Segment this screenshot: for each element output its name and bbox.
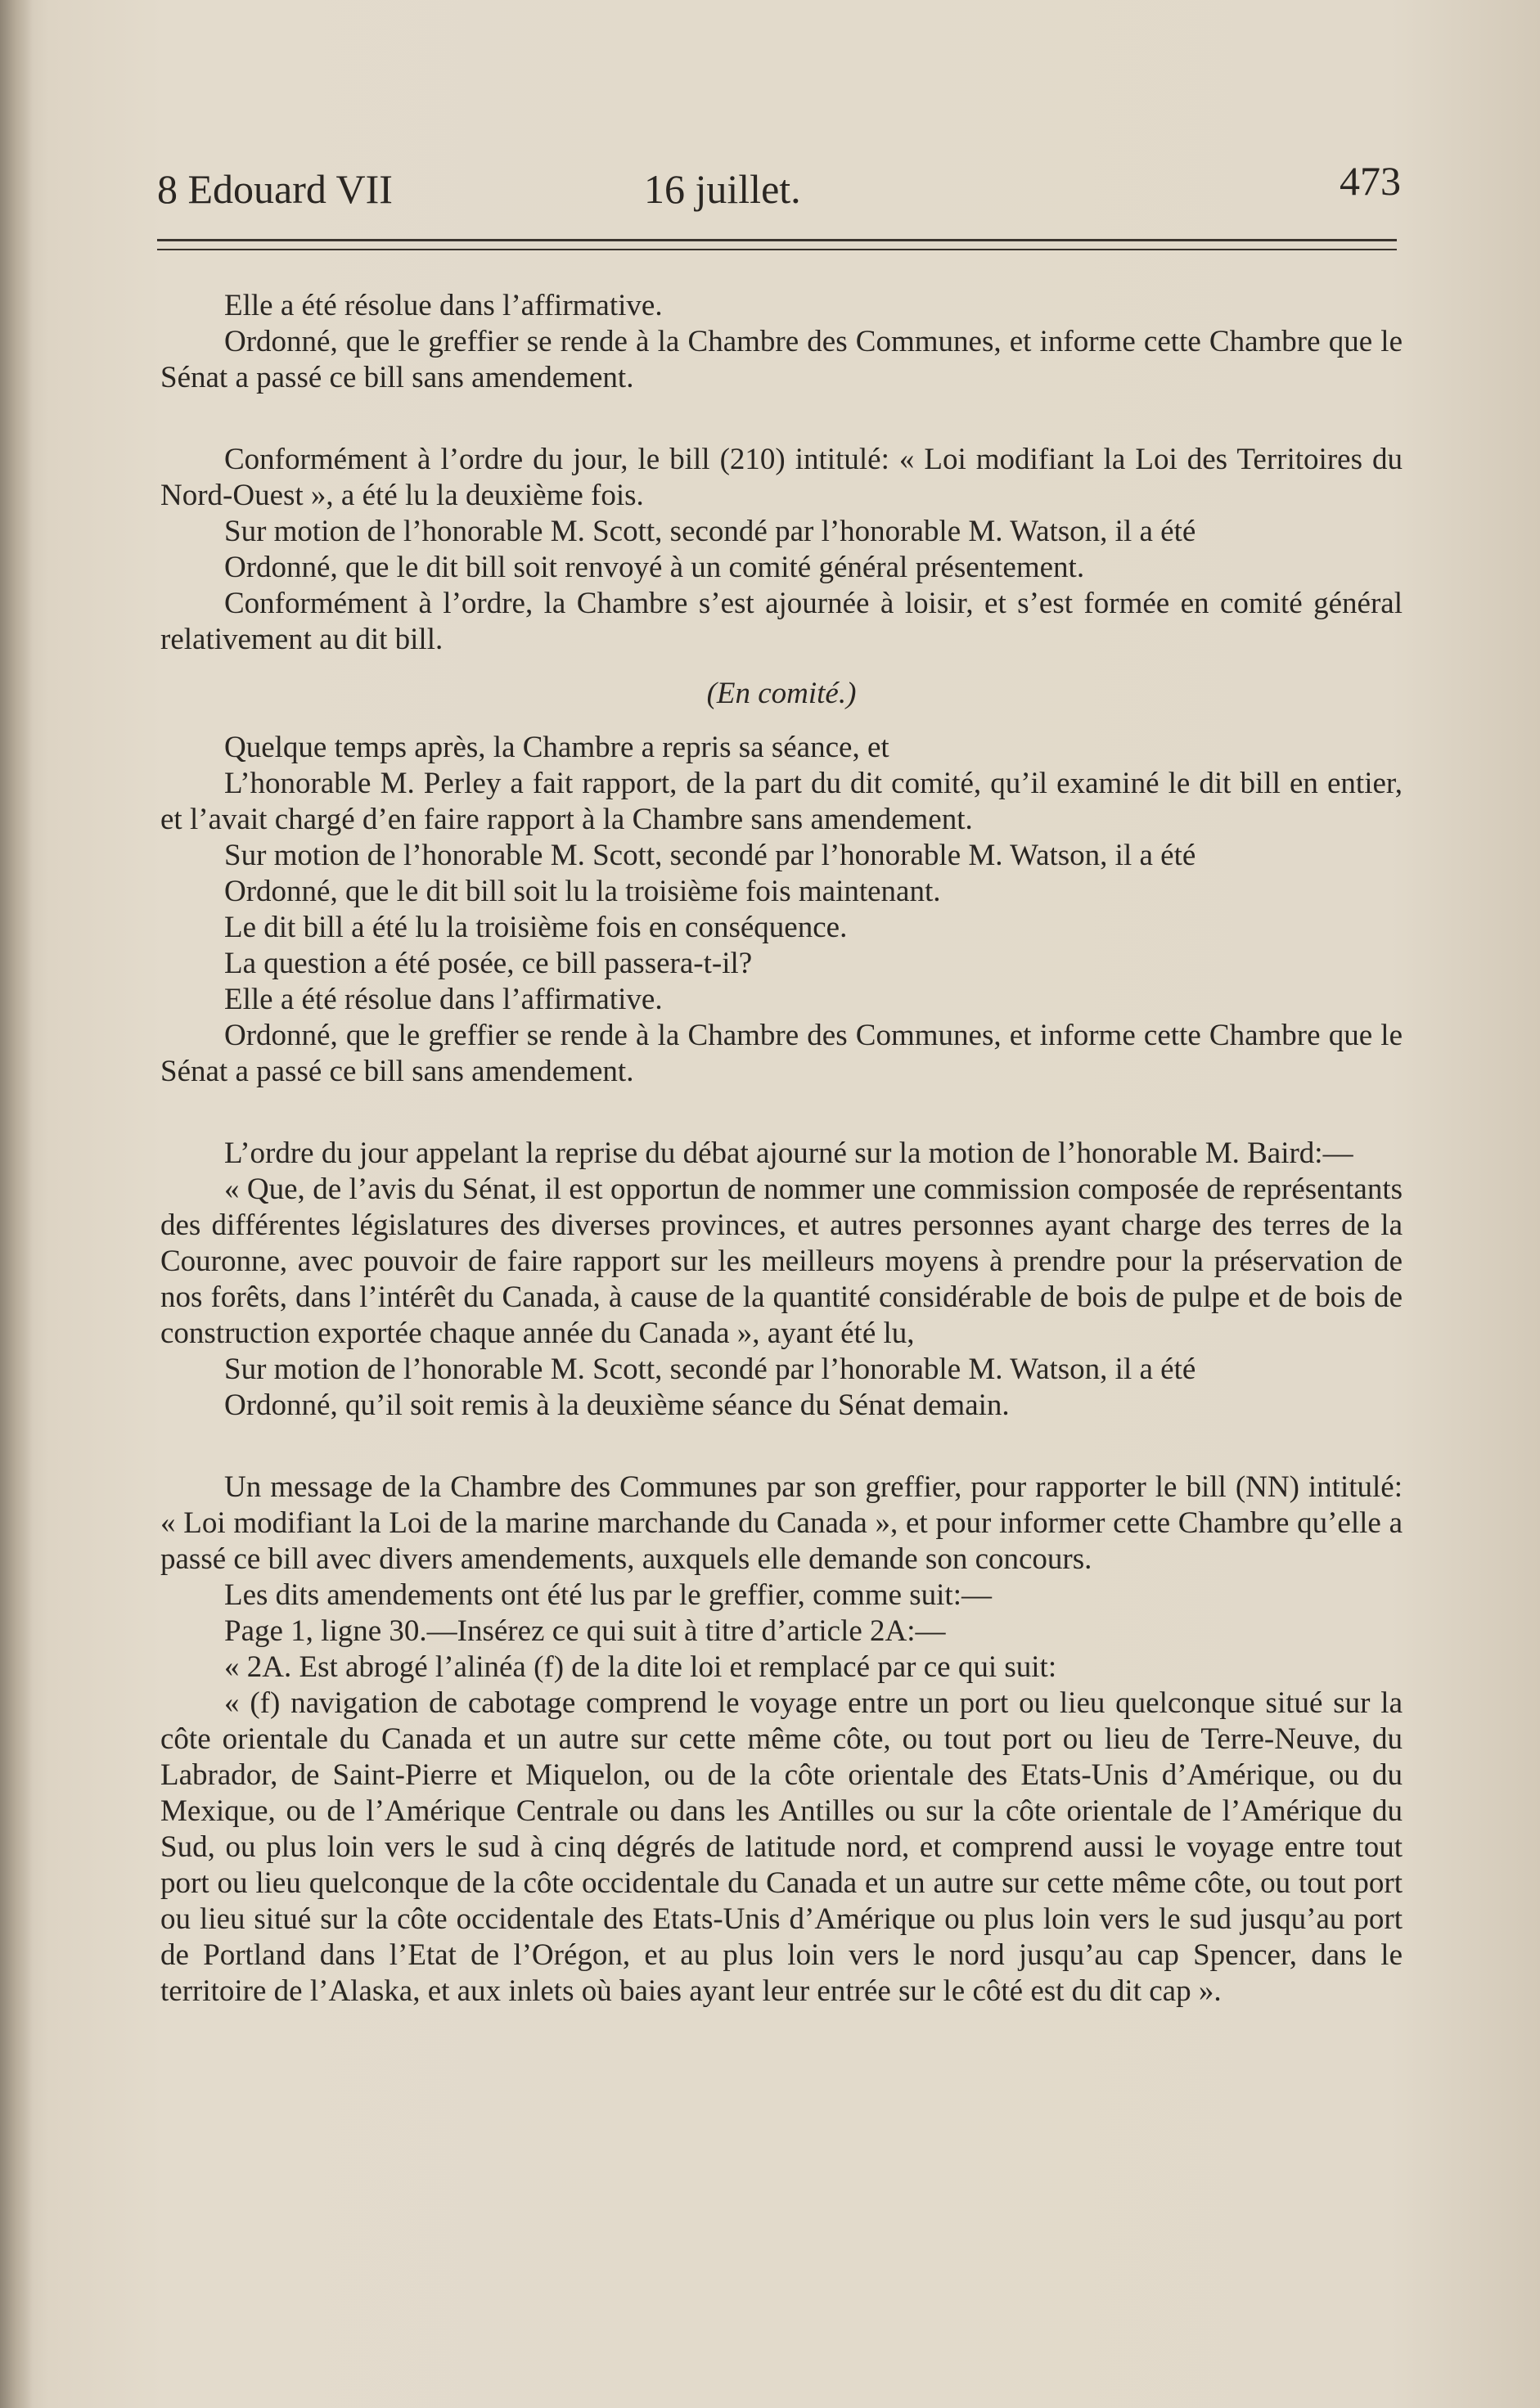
paragraph: Elle a été résolue dans l’affirmative.: [224, 289, 663, 322]
quoted-motion: « Que, de l’avis du Sénat, il est opportun de nommer une commission composée de représentants des différentes législatures des diverses provinces, et autres personnes ayant charge des terres de la Couronne, avec pouvoir de faire rapport sur les meilleurs moyens à prendre pour la préservation de nos forêts, dans l’intérêt du Canada, à cause de la quantité considérable de bois de pulpe et de bois de construction exportée chaque année du Canada », ayant été lu,: [160, 1172, 1403, 1350]
paragraph: Ordonné, que le greffier se rende à la Chambre des Communes, et informe cette Chambre que le Sénat a passé ce bill sans amendement.: [160, 325, 1403, 394]
paragraph: Sur motion de l’honorable M. Scott, secondé par l’honorable M. Watson, il a été: [224, 839, 1196, 872]
quoted-amendment: « (f) navigation de cabotage comprend le voyage entre un port ou lieu quelconque situé sur la côte orientale du Canada et un autre sur cette même côte, ou tout port ou lieu de Terre-Neuve, du Labrador, de Saint-Pierre et Miquelon, ou de la côte orientale des Etats-Unis d’Amérique, ou du Mexique, ou de l’Amérique Centrale ou dans les Antilles ou sur la côte orientale de l’Amérique du Sud, ou plus loin vers le sud à cinq dégrés de latitude nord, et comprend aussi le voyage entre tout port ou lieu quelconque de la côte occidentale du Canada et un autre sur cette même côte, ou tout port ou lieu situé sur la côte occidentale des Etats-Unis d’Amérique ou plus loin vers le sud jusqu’au port de Portland dans l’Etat de l’Orégon, et au plus loin vers le nord jusqu’au cap Spencer, dans le territoire de l’Alaska, et aux inlets où baies ayant leur entrée sur le côté est du dit cap ».: [160, 1686, 1403, 2008]
paragraph: Un message de la Chambre des Communes par son greffier, pour rapporter le bill (NN) intitulé: « Loi modifiant la Loi de la marine marchande du Canada », et pour informer cette Chambre qu’elle a passé ce bill avec divers amendements, auxquels elle demande son concours.: [160, 1470, 1403, 1576]
header-rule-bottom: [157, 249, 1397, 250]
paragraph: Ordonné, que le dit bill soit renvoyé à un comité général présentement.: [224, 551, 1085, 584]
page-number: 473: [1340, 158, 1401, 204]
paragraph: La question a été posée, ce bill passera-t-il?: [224, 947, 753, 980]
paragraph: Le dit bill a été lu la troisième fois en conséquence.: [224, 911, 848, 944]
paragraph: « 2A. Est abrogé l’alinéa (f) de la dite loi et remplacé par ce qui suit:: [224, 1650, 1057, 1684]
header-date: 16 juillet.: [644, 166, 801, 212]
paragraph: Conformément à l’ordre du jour, le bill (210) intitulé: « Loi modifiant la Loi des Territoires du Nord-Ouest », a été lu la deuxième fois.: [160, 443, 1403, 512]
paragraph: Sur motion de l’honorable M. Scott, secondé par l’honorable M. Watson, il a été: [224, 1353, 1196, 1386]
paragraph: Elle a été résolue dans l’affirmative.: [224, 983, 663, 1016]
paragraph: L’ordre du jour appelant la reprise du débat ajourné sur la motion de l’honorable M. Baird:—: [224, 1136, 1353, 1170]
paragraph: Ordonné, qu’il soit remis à la deuxième séance du Sénat demain.: [224, 1389, 1010, 1422]
paragraph: Ordonné, que le greffier se rende à la Chambre des Communes, et informe cette Chambre que le Sénat a passé ce bill sans amendement.: [160, 1019, 1403, 1088]
paragraph: Les dits amendements ont été lus par le greffier, comme suit:—: [224, 1578, 992, 1612]
binding-gutter: [0, 0, 33, 2408]
body-text: [160, 288, 1403, 2010]
paragraph: Ordonné, que le dit bill soit lu la troisième fois maintenant.: [224, 875, 941, 908]
paragraph: Conformément à l’ordre, la Chambre s’est ajournée à loisir, et s’est formée en comité général relativement au dit bill.: [160, 587, 1403, 656]
paragraph: Quelque temps après, la Chambre a repris sa séance, et: [224, 731, 889, 764]
paragraph: Sur motion de l’honorable M. Scott, secondé par l’honorable M. Watson, il a été: [224, 515, 1196, 548]
header-rule-top: [157, 239, 1397, 241]
section-gap: [160, 396, 1403, 442]
section-gap: [160, 712, 1403, 730]
section-gap: [160, 1090, 1403, 1136]
section-gap: [160, 1424, 1403, 1470]
committee-heading: (En comité.): [706, 677, 857, 710]
running-header: [157, 160, 1401, 218]
header-regnal-year: 8 Edouard VII: [157, 166, 393, 212]
paragraph: L’honorable M. Perley a fait rapport, de la part du dit comité, qu’il examiné le dit bill en entier, et l’avait chargé d’en faire rapport à la Chambre sans amendement.: [160, 767, 1403, 836]
section-gap: [160, 658, 1403, 676]
paragraph: Page 1, ligne 30.—Insérez ce qui suit à titre d’article 2A:—: [224, 1614, 946, 1648]
